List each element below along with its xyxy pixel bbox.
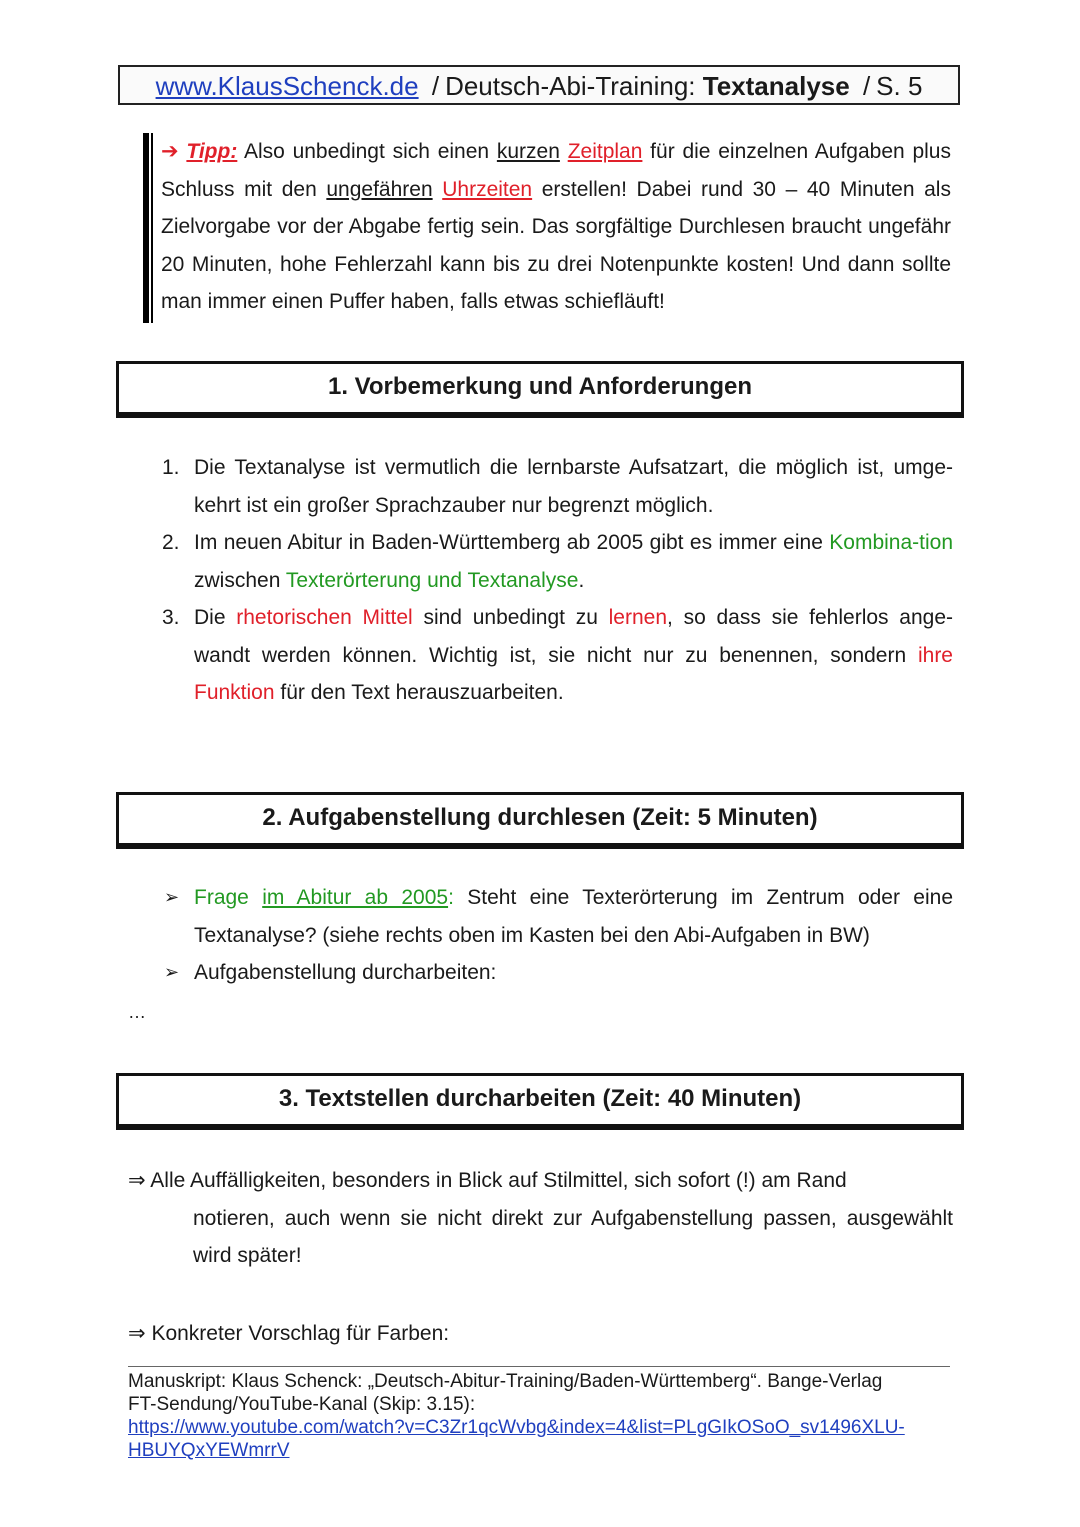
- list-number: 2.: [162, 531, 180, 554]
- bullet-list: [158, 879, 953, 992]
- list-item-text: zwischen: [194, 568, 286, 592]
- tip-keyword: Uhrzeiten: [442, 177, 533, 201]
- tip-underlined: ungefähren: [326, 177, 433, 201]
- list-item: [158, 449, 953, 524]
- youtube-link[interactable]: HBUYQxYEWmrrV: [128, 1440, 290, 1461]
- list-item-text: Im neuen Abitur in Baden-Württemberg ab 2005 gibt es immer eine: [194, 531, 830, 554]
- course-title: Textanalyse: [702, 71, 850, 101]
- tip-label: Tipp:: [186, 140, 238, 163]
- list-item: [158, 524, 953, 599]
- tip-text: [161, 133, 951, 321]
- list-item: [158, 879, 953, 954]
- list-item-text: Steht eine Texterörterung im Zentrum oder eine Textanalyse? (siehe rechts oben im Kasten bei den Abi-Aufgaben in BW): [194, 886, 953, 947]
- header-separator: /: [862, 71, 871, 101]
- list-number: 1.: [162, 456, 180, 479]
- footer: [128, 1370, 958, 1462]
- list-item-text: , so dass sie fehlerlos ange-wandt werden können. Wichtig ist, sie nicht nur zu benennen, sondern: [194, 606, 953, 667]
- header-separator: /: [431, 71, 440, 101]
- tip-underlined: kurzen: [496, 140, 560, 163]
- instruction-paragraph: [128, 1162, 953, 1275]
- highlight-green: Kombina-tion: [829, 531, 953, 554]
- list-item-text: Aufgabenstellung durcharbeiten:: [194, 961, 497, 984]
- double-arrow-icon: ⇒: [128, 1169, 146, 1192]
- section-title: 2. Aufgabenstellung durchlesen (Zeit: 5 Minuten): [262, 804, 818, 831]
- paragraph-text: notieren, auch wenn sie nicht direkt zur Aufgabenstellung passen, ausgewählt wird später!: [193, 1206, 953, 1267]
- arrowhead-bullet-icon: ➢: [164, 962, 180, 982]
- list-item-text: Die Textanalyse ist vermutlich die lernbarste Aufsatzart, die möglich ist, umge-kehrt ist ein großer Sprachzauber nur begrenzt möglich.: [194, 456, 953, 517]
- arrowhead-bullet-icon: ➢: [164, 887, 180, 907]
- section-heading-2: [116, 792, 964, 846]
- double-arrow-icon: ⇒: [128, 1322, 146, 1345]
- section-heading-3: [116, 1073, 964, 1127]
- tip-bar-thin: [151, 133, 153, 323]
- tip-text-part: erstellen! Dabei rund 30 – 40 Minuten als Zielvorgabe vor der Abgabe fertig sein. Das sorgfältige Durchlesen braucht ungefähr 20 Minuten, hohe Fehlerzahl kann bis zu drei Notenpunkte kosten! Und dann sollte man immer einen Puffer haben, falls etwas schiefläuft!: [161, 177, 951, 313]
- site-link[interactable]: www.KlausSchenck.de: [155, 71, 419, 101]
- highlight-green: Texterörterung und Textanalyse: [285, 568, 579, 592]
- list-item-text: Die: [194, 606, 237, 629]
- highlight-green: :: [448, 886, 454, 909]
- tip-keyword: Zeitplan: [567, 140, 643, 163]
- section-title: 3. Textstellen durcharbeiten (Zeit: 40 Minuten): [278, 1085, 802, 1112]
- tip-text-part: Also unbedingt sich einen: [237, 140, 497, 163]
- footer-video-note: FT-Sendung/YouTube-Kanal (Skip: 3.15):: [128, 1394, 476, 1415]
- list-item-text: .: [578, 568, 585, 592]
- footer-source: Manuskript: Klaus Schenck: „Deutsch-Abitur-Training/Baden-Württemberg“. Bange-Verlag: [128, 1371, 883, 1392]
- highlight-red: rhetorischen Mittel: [236, 606, 413, 629]
- arrow-icon: ➔: [161, 140, 179, 163]
- section-title: 1. Vorbemerkung und Anforderungen: [327, 373, 753, 400]
- list-item: [158, 599, 953, 712]
- list-item-text: für den Text herauszuarbeiten.: [274, 681, 564, 704]
- course-prefix: Deutsch-Abi-Training:: [445, 71, 696, 101]
- paragraph-text: Alle Auffälligkeiten, besonders in Blick auf Stilmittel, sich sofort (!) am Rand: [145, 1169, 847, 1192]
- page-number: S. 5: [876, 71, 923, 101]
- instruction-paragraph: [128, 1315, 953, 1353]
- list-number: 3.: [162, 606, 180, 629]
- footer-divider: [128, 1366, 950, 1367]
- tip-text-part: für die einzelnen Aufgaben plus Schluss mit den: [161, 140, 951, 201]
- highlight-red: ihre Funktion: [194, 643, 953, 704]
- numbered-list: [158, 449, 953, 712]
- highlight-green: Frage: [194, 886, 263, 909]
- highlight-green: im Abitur ab 2005: [262, 886, 449, 909]
- paragraph-text: Konkreter Vorschlag für Farben:: [145, 1322, 450, 1345]
- list-item-text: sind unbedingt zu: [412, 606, 609, 629]
- section-heading-1: [116, 361, 964, 415]
- youtube-link[interactable]: https://www.youtube.com/watch?v=C3Zr1qcWvbg&index=4&list=PLgGIkOSoO_sv1496XLU-: [128, 1417, 905, 1438]
- list-item: [158, 954, 953, 992]
- page-header: [118, 65, 960, 105]
- ellipsis: …: [128, 1002, 146, 1022]
- highlight-red: lernen: [608, 606, 668, 629]
- tip-bar: [143, 133, 149, 323]
